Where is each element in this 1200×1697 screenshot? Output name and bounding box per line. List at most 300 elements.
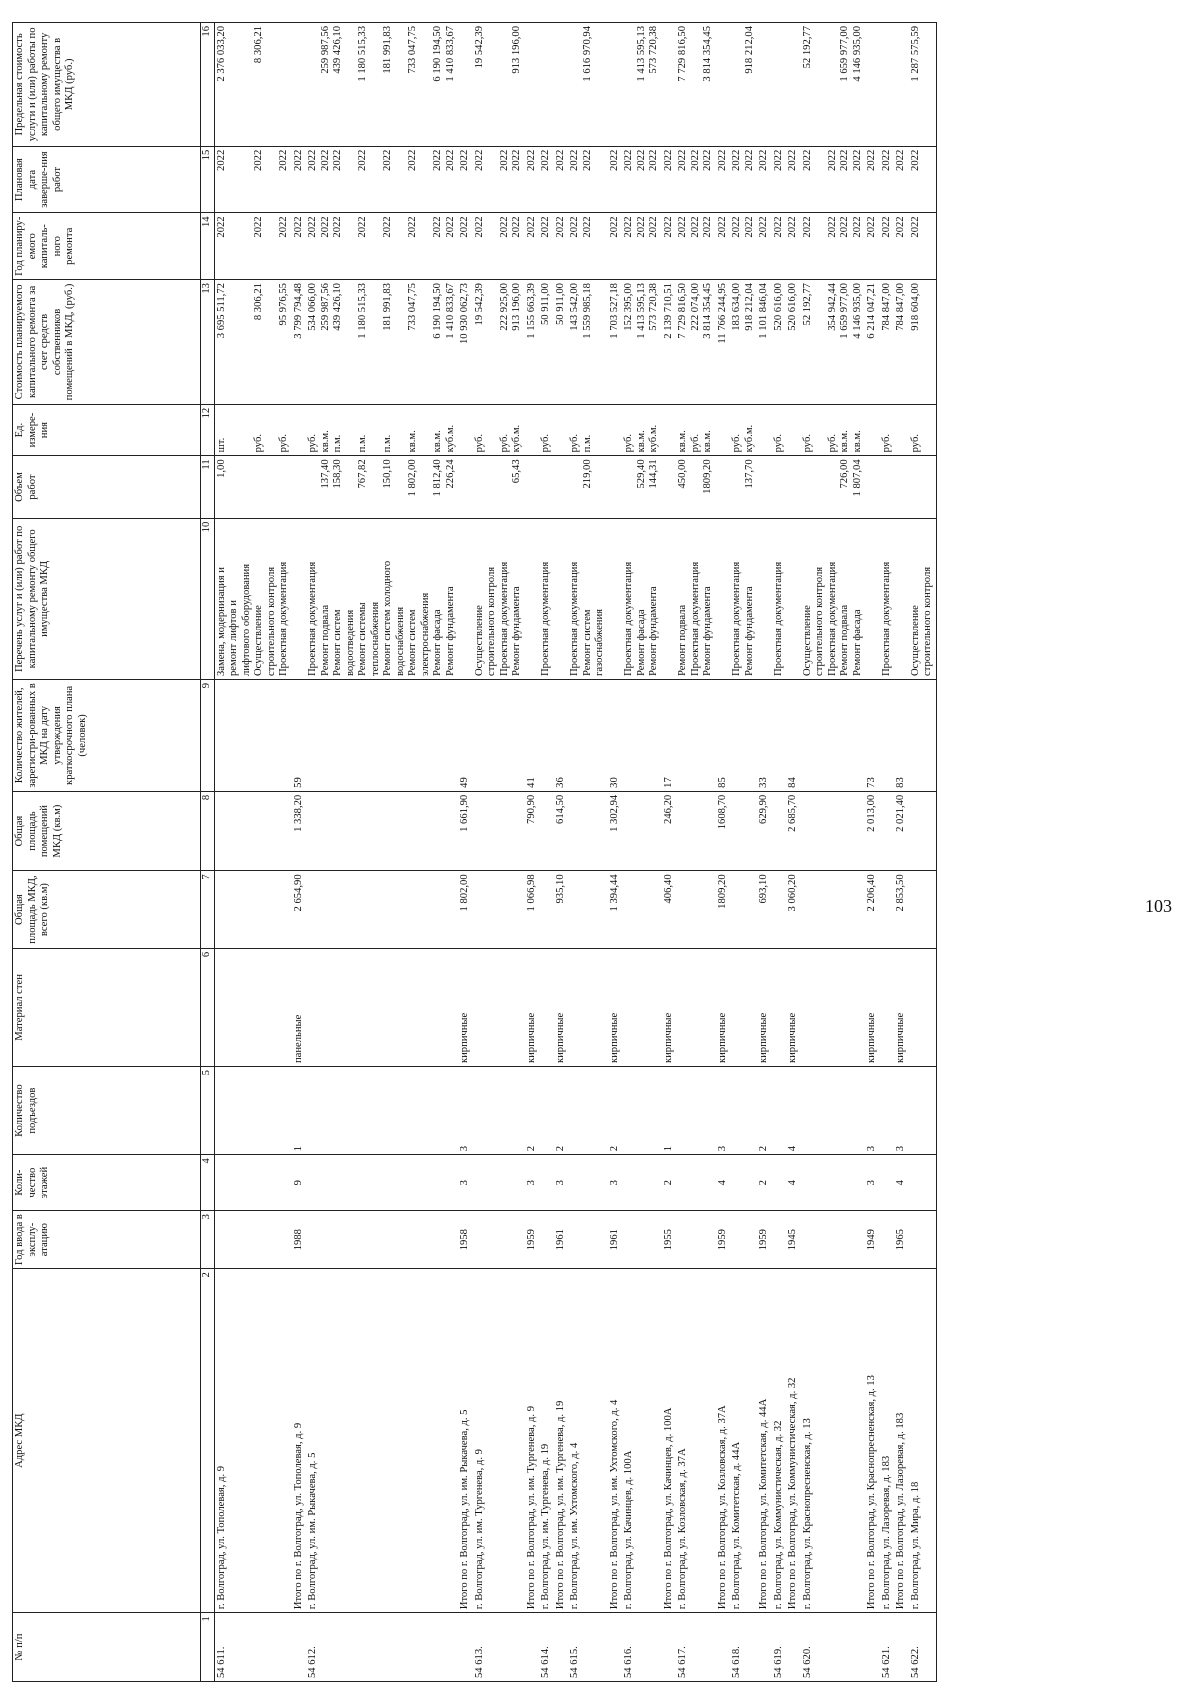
- commission-year: [730, 1211, 757, 1269]
- repair-year: 2022: [731, 216, 742, 238]
- repair-year: 2022: [332, 216, 343, 238]
- end-year: 2022: [444, 149, 456, 171]
- work-item: Ремонт фундамента: [444, 586, 456, 676]
- premises-area: 1608,70: [716, 791, 731, 871]
- limit-cost-cell: [894, 23, 909, 147]
- work-unit: [609, 408, 622, 453]
- work-volume: [609, 459, 622, 514]
- work-volume: 450,00: [677, 459, 688, 489]
- end-year: [420, 150, 433, 210]
- end-year: 2022: [253, 149, 264, 171]
- total-area: [730, 871, 757, 948]
- work-cost: 152 395,00: [623, 283, 634, 331]
- limit-cost: 7 729 816,50: [677, 26, 688, 82]
- work-cost: 534 066,00: [307, 283, 318, 331]
- work-cost-cell: [786, 280, 801, 405]
- entrances: [306, 1067, 458, 1155]
- repair-year-cell: [730, 213, 757, 280]
- wall-material: кирпичные: [786, 948, 801, 1066]
- end-year: 2022: [677, 149, 688, 171]
- table-row: [539, 23, 554, 1682]
- limit-cost: [228, 26, 241, 143]
- commission-year: [676, 1211, 716, 1269]
- limit-cost: [555, 26, 568, 143]
- work-item: газоснабжения: [594, 608, 605, 676]
- work-volume: 219,00: [581, 459, 593, 489]
- work-cost: 222 925,00: [498, 283, 510, 331]
- table-body: [214, 23, 936, 1682]
- repair-year: 2022: [581, 216, 593, 238]
- work-volume: [690, 459, 703, 514]
- table-row: [306, 23, 458, 1682]
- work-cost: [420, 283, 433, 401]
- end-year: 2022: [702, 149, 713, 171]
- work-volume: 1 802,00: [407, 459, 418, 497]
- address: Итого по г. Волгоград, ул. Коммунистическая, д. 32: [786, 1269, 801, 1613]
- residents: [772, 680, 787, 792]
- repair-year: 2022: [525, 216, 537, 238]
- total-area: 3 060,20: [786, 871, 801, 948]
- work-cost: 7 729 816,50: [677, 283, 688, 339]
- work-cost: 520 616,00: [787, 283, 798, 331]
- repair-year-cell: [214, 213, 292, 280]
- end-year: 2022: [880, 149, 892, 171]
- end-year: 2022: [866, 149, 877, 171]
- work-volume-cell: [880, 456, 895, 518]
- work-cost: 1 101 846,04: [758, 283, 769, 339]
- entrances: [568, 1067, 608, 1155]
- work-volume: [241, 459, 254, 514]
- work-volume: [594, 459, 607, 514]
- work-volume-cell: [909, 456, 937, 518]
- entrances: [473, 1067, 525, 1155]
- limit-cost-cell: [716, 23, 731, 147]
- row-number: 54 616.: [622, 1613, 662, 1682]
- row-number: 54 619.: [772, 1613, 787, 1682]
- column-number: 9: [201, 680, 215, 792]
- col-header-total-area: Общая площадь МКД, всего (кв.м): [13, 871, 201, 948]
- work-item: строительного контроля: [486, 566, 497, 676]
- address: г. Волгоград, ул. Краснопресненская, д. 13: [801, 1269, 866, 1613]
- work-cost: 439 426,10: [332, 283, 343, 331]
- work-cost: 2 139 710,51: [662, 283, 674, 339]
- table-row: [909, 23, 937, 1682]
- work-cost-cell: [676, 280, 716, 405]
- end-year-cell: [622, 146, 662, 213]
- repair-year: [814, 216, 827, 276]
- residents: 33: [757, 680, 772, 792]
- end-year: 2022: [581, 149, 593, 171]
- premises-area: [909, 791, 937, 871]
- subtotal-row: [662, 23, 677, 1682]
- residents: [880, 680, 895, 792]
- work-item: Осуществление: [801, 605, 813, 676]
- residents: 85: [716, 680, 731, 792]
- row-number: 54 617.: [676, 1613, 716, 1682]
- end-year: [241, 150, 254, 210]
- total-area: 935,10: [554, 871, 569, 948]
- end-year: 2022: [662, 149, 674, 171]
- work-cost: 259 987,56: [319, 283, 331, 331]
- end-year: 2022: [731, 149, 742, 171]
- limit-cost-cell: [865, 23, 880, 147]
- work-cost: 11 766 244,95: [716, 283, 728, 344]
- repair-year: 2022: [253, 216, 264, 238]
- work-cost-cell: [568, 280, 608, 405]
- wall-material: [306, 948, 458, 1066]
- premises-area: [730, 791, 757, 871]
- limit-cost-cell: [292, 23, 307, 147]
- work-item: Проектная документация: [307, 561, 318, 676]
- limit-cost: [814, 26, 827, 143]
- limit-cost: 52 192,77: [801, 26, 813, 69]
- limit-cost-cell: [772, 23, 787, 147]
- limit-cost: [866, 26, 879, 143]
- residents: [214, 680, 292, 792]
- work-cost-cell: [622, 280, 662, 405]
- address: г. Волгоград, ул. им. Ухтомского, д. 4: [568, 1269, 608, 1613]
- work-unit: руб.: [880, 434, 892, 453]
- end-year: 2022: [895, 149, 906, 171]
- end-year: 2022: [473, 149, 485, 171]
- entrances: 1: [292, 1067, 307, 1155]
- premises-area: [539, 791, 554, 871]
- work-cost: 3 814 354,45: [702, 283, 713, 339]
- residents: [730, 680, 757, 792]
- repair-year: 2022: [473, 216, 485, 238]
- work-volume-cell: [214, 456, 292, 518]
- col-header-residents: Количество жителей, зарегистри-рованных в МКД на дату утверждения краткосрочного плана (человек): [13, 680, 201, 792]
- work-unit: [395, 408, 408, 453]
- total-area: [622, 871, 662, 948]
- work-item-cell: [676, 518, 716, 679]
- entrances: 3: [865, 1067, 880, 1155]
- repair-year-cell: [716, 213, 731, 280]
- work-item: Ремонт систем: [581, 609, 593, 676]
- premises-area: 1 661,90: [458, 791, 473, 871]
- work-volume: 529,40: [635, 459, 647, 489]
- limit-cost: 1 413 595,13: [635, 26, 647, 82]
- repair-year: 2022: [498, 216, 510, 238]
- total-area: 2 206,40: [865, 871, 880, 948]
- premises-area: 246,20: [662, 791, 677, 871]
- address: Итого по г. Волгоград, ул. Краснопресненская, д. 13: [865, 1269, 880, 1613]
- repair-year-cell: [786, 213, 801, 280]
- col-header-wall-material: Материал стен: [13, 948, 201, 1066]
- work-unit: руб.: [801, 434, 813, 453]
- subtotal-row: [894, 23, 909, 1682]
- limit-cost: [731, 26, 744, 143]
- commission-year: 1988: [292, 1211, 307, 1269]
- work-unit: руб.: [498, 434, 510, 453]
- work-volume-cell: [865, 456, 880, 518]
- work-unit: кв.м.: [635, 430, 647, 453]
- end-year: [594, 150, 607, 210]
- row-number: 54 615.: [568, 1613, 608, 1682]
- address: г. Волгоград, ул. им. Тургенева, д. 9: [473, 1269, 525, 1613]
- limit-cost-cell: [458, 23, 473, 147]
- work-unit-cell: [306, 404, 458, 456]
- work-cost: 183 634,00: [731, 283, 742, 331]
- work-item: Ремонт фундамента: [702, 586, 713, 676]
- work-unit: [459, 408, 472, 453]
- work-cost: 8 306,21: [253, 283, 264, 321]
- floors: 3: [865, 1155, 880, 1211]
- work-unit-cell: [730, 404, 757, 456]
- limit-cost: [395, 26, 408, 143]
- work-item-cell: [525, 518, 540, 679]
- end-year: 2022: [851, 149, 863, 171]
- entrances: 4: [786, 1067, 801, 1155]
- work-unit: [922, 408, 935, 453]
- wall-material: [568, 948, 608, 1066]
- floors: [214, 1155, 292, 1211]
- wall-material: кирпичные: [716, 948, 731, 1066]
- commission-year: 1965: [894, 1211, 909, 1269]
- end-year: [228, 150, 241, 210]
- work-unit-cell: [716, 404, 731, 456]
- end-year: 2022: [498, 149, 510, 171]
- limit-cost-cell: [608, 23, 623, 147]
- address: Итого по г. Волгоград, ул. им. Рыкачева, д. 5: [458, 1269, 473, 1613]
- work-volume-cell: [525, 456, 540, 518]
- work-item-cell: [622, 518, 662, 679]
- end-year: 2022: [787, 149, 798, 171]
- repair-year-cell: [458, 213, 473, 280]
- end-year-cell: [292, 146, 307, 213]
- entrances: [214, 1067, 292, 1155]
- end-year: 2022: [569, 149, 580, 171]
- repair-year: 2022: [839, 216, 850, 238]
- work-volume-cell: [676, 456, 716, 518]
- work-volume: 158,30: [332, 459, 343, 489]
- total-area: [801, 871, 866, 948]
- address: Итого по г. Волгоград, ул. Тополевая, д. 9: [292, 1269, 307, 1613]
- total-area: [539, 871, 554, 948]
- work-item: Проектная документация: [826, 561, 838, 676]
- work-volume: [555, 459, 568, 514]
- work-item-cell: [539, 518, 554, 679]
- end-year-cell: [662, 146, 677, 213]
- total-area: [772, 871, 787, 948]
- repair-year: [370, 216, 383, 276]
- address: Итого по г. Волгоград, ул. Качинцев, д. 100А: [662, 1269, 677, 1613]
- repair-year-cell: [662, 213, 677, 280]
- work-item: [293, 522, 306, 676]
- limit-cost-cell: [306, 23, 458, 147]
- premises-area: 2 021,40: [894, 791, 909, 871]
- premises-area: 614,50: [554, 791, 569, 871]
- work-item: Осуществление: [253, 605, 264, 676]
- work-cost-cell: [306, 280, 458, 405]
- total-area: [568, 871, 608, 948]
- repair-year: 2022: [826, 216, 838, 238]
- premises-area: 1 302,94: [608, 791, 623, 871]
- work-cost: [241, 283, 254, 401]
- work-item: водоотведения: [344, 609, 356, 676]
- work-unit: [866, 408, 879, 453]
- premises-area: 1 338,20: [292, 791, 307, 871]
- work-cost: 50 911,00: [554, 283, 566, 326]
- commission-year: [473, 1211, 525, 1269]
- work-unit: п.м.: [357, 434, 368, 453]
- work-item: Проектная документация: [569, 561, 580, 676]
- work-unit: [895, 408, 908, 453]
- work-cost: 4 146 935,00: [851, 283, 863, 339]
- work-item: [526, 522, 539, 676]
- repair-year: 2022: [215, 216, 227, 238]
- col-header-volume: Объем работ: [13, 456, 201, 518]
- limit-cost-cell: [786, 23, 801, 147]
- repair-year: 2022: [307, 216, 318, 238]
- floors: [772, 1155, 787, 1211]
- residents: 73: [865, 680, 880, 792]
- work-unit: [345, 408, 358, 453]
- work-cost: 520 616,00: [772, 283, 784, 331]
- work-volume: [731, 459, 744, 514]
- premises-area: 2 685,70: [786, 791, 801, 871]
- work-cost-cell: [716, 280, 731, 405]
- work-cost: 733 047,75: [407, 283, 418, 331]
- end-year: 2022: [382, 149, 393, 171]
- row-number: [865, 1613, 880, 1682]
- total-area: [214, 871, 292, 948]
- work-cost: [922, 283, 935, 401]
- repair-year: [395, 216, 408, 276]
- work-volume: [758, 459, 771, 514]
- limit-cost: [922, 26, 935, 143]
- work-volume-cell: [568, 456, 608, 518]
- residents: [539, 680, 554, 792]
- repair-year: 2022: [511, 216, 522, 238]
- end-year-cell: [786, 146, 801, 213]
- work-item-cell: [568, 518, 608, 679]
- repair-year-cell: [676, 213, 716, 280]
- wall-material: [473, 948, 525, 1066]
- repair-year: 2022: [801, 216, 813, 238]
- residents: [909, 680, 937, 792]
- work-cost: 1 413 595,13: [635, 283, 647, 339]
- work-volume: [540, 459, 553, 514]
- work-item-cell: [473, 518, 525, 679]
- premises-area: [214, 791, 292, 871]
- work-item: строительного контроля: [922, 566, 933, 676]
- work-item: ремонт лифтов и: [228, 600, 239, 676]
- column-number: 2: [201, 1269, 215, 1613]
- end-year: 2022: [332, 149, 343, 171]
- wall-material: [801, 948, 866, 1066]
- end-year-cell: [214, 146, 292, 213]
- limit-cost-cell: [554, 23, 569, 147]
- column-number: 11: [201, 456, 215, 518]
- work-volume: [827, 459, 840, 514]
- work-volume: [499, 459, 512, 514]
- work-unit: руб.: [473, 434, 485, 453]
- work-cost-cell: [894, 280, 909, 405]
- repair-year: 2022: [444, 216, 456, 238]
- end-year: 2022: [357, 149, 368, 171]
- repair-year: [922, 216, 935, 276]
- work-volume: [773, 459, 786, 514]
- work-cost-cell: [473, 280, 525, 405]
- limit-cost: [486, 26, 499, 143]
- limit-cost: 733 047,75: [407, 26, 418, 74]
- floors: [801, 1155, 866, 1211]
- limit-cost: 1 659 977,00: [839, 26, 850, 82]
- residents: [473, 680, 525, 792]
- total-area: 2 853,50: [894, 871, 909, 948]
- subtotal-row: [757, 23, 772, 1682]
- work-item: строительного контроля: [265, 566, 277, 676]
- end-year-cell: [880, 146, 895, 213]
- end-year: 2022: [459, 149, 470, 171]
- work-unit-cell: [622, 404, 662, 456]
- work-item: Проектная документация: [623, 561, 634, 676]
- residents: [622, 680, 662, 792]
- floors: [622, 1155, 662, 1211]
- work-unit: [814, 408, 827, 453]
- end-year: 2022: [511, 149, 522, 171]
- work-volume: [420, 459, 433, 514]
- floors: [568, 1155, 608, 1211]
- total-area: 1809,20: [716, 871, 731, 948]
- work-unit-cell: [568, 404, 608, 456]
- limit-cost: 1 180 515,33: [357, 26, 368, 82]
- work-unit: кв.м.: [702, 430, 713, 453]
- work-cost: 918 212,04: [743, 283, 755, 331]
- work-unit: руб.: [826, 434, 838, 453]
- work-cost: 50 911,00: [540, 283, 551, 326]
- floors: 3: [525, 1155, 540, 1211]
- limit-cost: [307, 26, 320, 143]
- work-volume: [922, 459, 935, 514]
- commission-year: 1959: [525, 1211, 540, 1269]
- commission-year: 1961: [608, 1211, 623, 1269]
- entrances: 2: [525, 1067, 540, 1155]
- limit-cost: [526, 26, 539, 143]
- row-number: [292, 1613, 307, 1682]
- repair-year: 2022: [292, 216, 304, 238]
- work-unit: [420, 408, 433, 453]
- work-volume-cell: [786, 456, 801, 518]
- limit-cost: 8 306,21: [253, 26, 264, 64]
- work-item: Ремонт фасада: [432, 609, 443, 676]
- repair-year: 2022: [278, 216, 289, 238]
- work-item: Проектная документация: [772, 561, 784, 676]
- work-unit: [594, 408, 607, 453]
- work-unit-cell: [662, 404, 677, 456]
- table-row: [473, 23, 525, 1682]
- row-number: [716, 1613, 731, 1682]
- end-year-cell: [568, 146, 608, 213]
- limit-cost: [499, 26, 512, 143]
- work-cost: 143 542,00: [569, 283, 580, 331]
- work-unit: [486, 408, 499, 453]
- work-unit-cell: [865, 404, 880, 456]
- residents: [306, 680, 458, 792]
- repair-year-cell: [608, 213, 623, 280]
- work-volume: [895, 459, 908, 514]
- end-year-cell: [306, 146, 458, 213]
- repair-year-cell: [865, 213, 880, 280]
- work-cost: 19 542,39: [473, 283, 485, 326]
- end-year-cell: [539, 146, 554, 213]
- limit-cost: 181 991,83: [382, 26, 393, 74]
- work-item-cell: [662, 518, 677, 679]
- total-area: 406,40: [662, 871, 677, 948]
- repair-year: 2022: [851, 216, 863, 238]
- column-number: 6: [201, 948, 215, 1066]
